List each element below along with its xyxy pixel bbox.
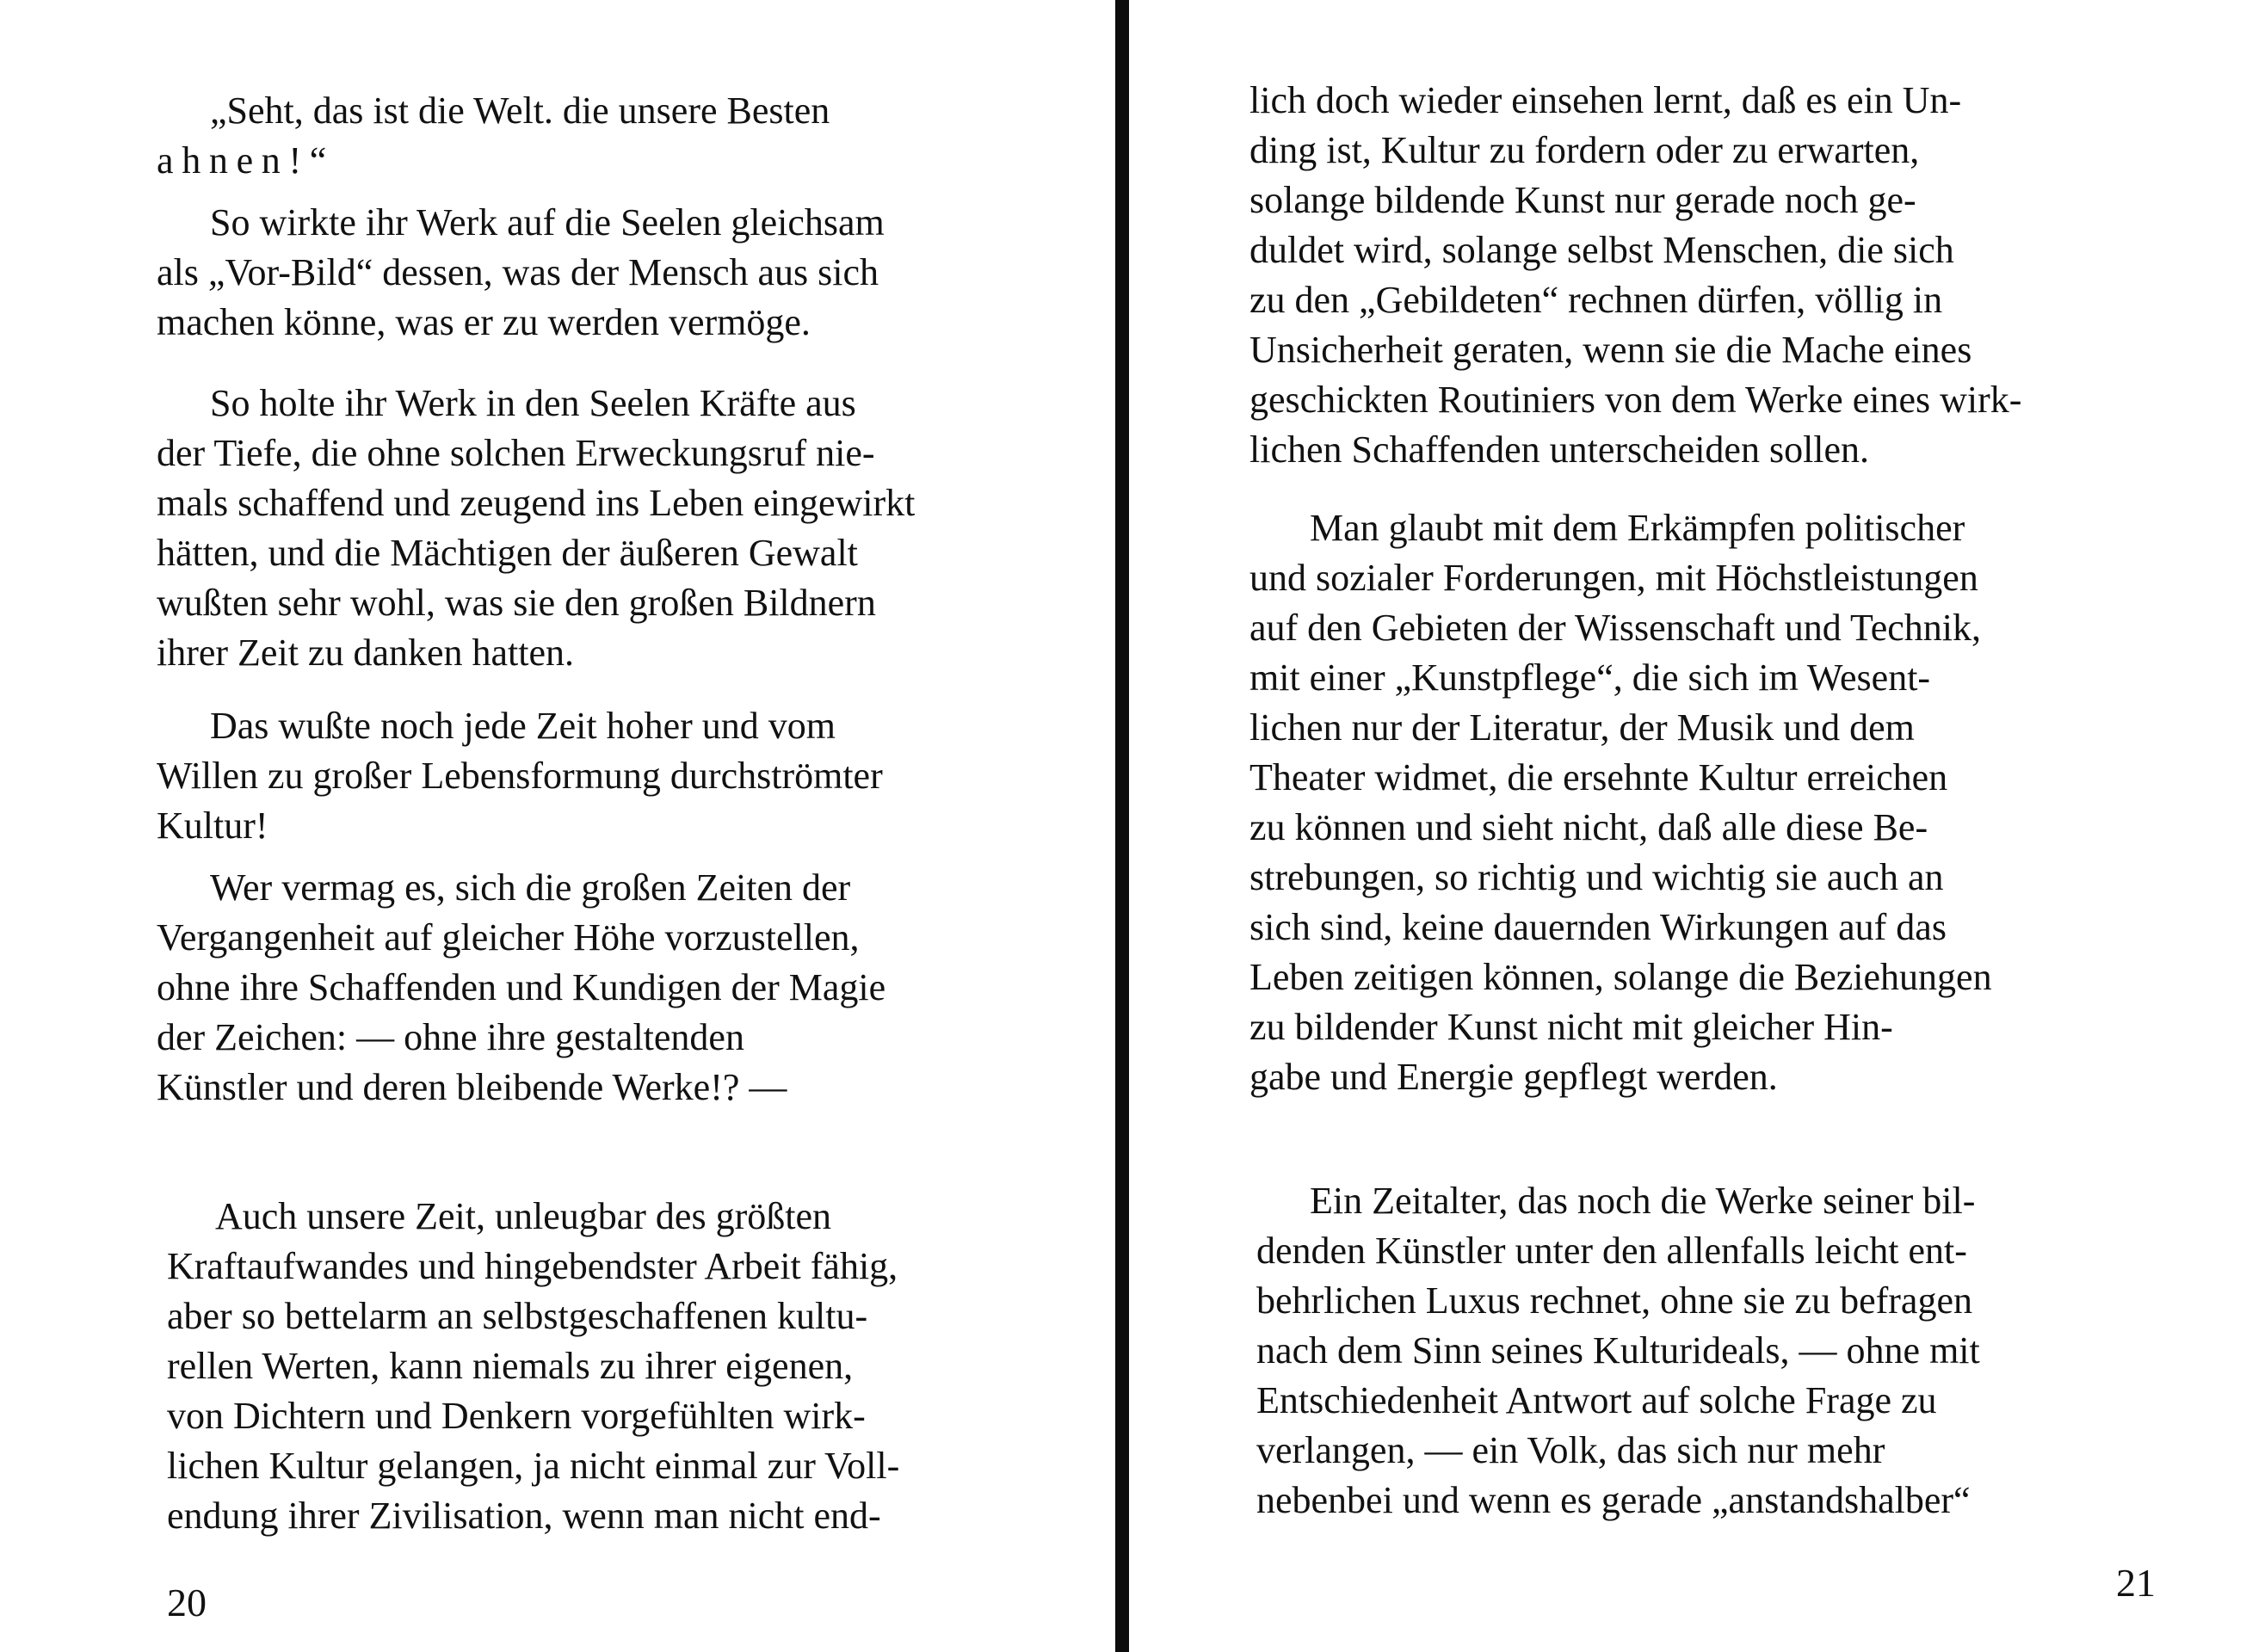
text-line: Ein Zeitalter, das noch die Werke seiner bil- bbox=[1310, 1180, 1976, 1222]
text-line: So holte ihr Werk in den Seelen Kräfte aus bbox=[210, 382, 856, 424]
left-page bbox=[0, 0, 1115, 1652]
text-line: nach dem Sinn seines Kulturideals, — ohne mit bbox=[1256, 1329, 1980, 1372]
text-line: „Seht, das ist die Welt. die unsere Besten bbox=[210, 89, 830, 132]
text-line: So wirkte ihr Werk auf die Seelen gleichsam bbox=[210, 201, 885, 243]
text-line: nebenbei und wenn es gerade „anstandshalber“ bbox=[1256, 1479, 1971, 1521]
text-line: behrlichen Luxus rechnet, ohne sie zu befragen bbox=[1256, 1279, 1972, 1322]
left-paragraph-6 bbox=[167, 1192, 899, 1541]
book-gutter bbox=[1115, 0, 1129, 1652]
text-line: sich sind, keine dauernden Wirkungen auf das bbox=[1249, 906, 1947, 948]
left-paragraph-2 bbox=[157, 198, 885, 348]
text-line: lichen nur der Literatur, der Musik und dem bbox=[1249, 706, 1915, 749]
text-line: denden Künstler unter den allenfalls leicht ent- bbox=[1256, 1230, 1967, 1272]
right-paragraph-2 bbox=[1249, 503, 1992, 1102]
text-line: Kultur! bbox=[157, 804, 268, 847]
text-line: und sozialer Forderungen, mit Höchstleistungen bbox=[1249, 557, 1978, 599]
text-line: zu bildender Kunst nicht mit gleicher Hin- bbox=[1249, 1006, 1893, 1048]
left-paragraph-1 bbox=[157, 86, 1033, 186]
text-line: mals schaffend und zeugend ins Leben eingewirkt bbox=[157, 482, 916, 524]
text-line: rellen Werten, kann niemals zu ihrer eigenen, bbox=[167, 1345, 854, 1387]
text-line: Vergangenheit auf gleicher Höhe vorzustellen, bbox=[157, 916, 860, 959]
text-line: Künstler und deren bleibende Werke!? — bbox=[157, 1066, 787, 1108]
text-line: hätten, und die Mächtigen der äußeren Gewalt bbox=[157, 532, 858, 574]
text-line: wußten sehr wohl, was sie den großen Bildnern bbox=[157, 582, 876, 624]
text-line: endung ihrer Zivilisation, wenn man nicht end- bbox=[167, 1495, 881, 1537]
left-paragraph-4 bbox=[157, 701, 883, 851]
text-line: lichen Kultur gelangen, ja nicht einmal zur Voll- bbox=[167, 1445, 900, 1487]
text-line: Man glaubt mit dem Erkämpfen politischer bbox=[1310, 507, 1965, 549]
left-paragraph-5 bbox=[157, 863, 885, 1113]
text-line: ihrer Zeit zu danken hatten. bbox=[157, 632, 575, 674]
text-line: strebungen, so richtig und wichtig sie auch an bbox=[1249, 856, 1944, 898]
text-line: aber so bettelarm an selbstgeschaffenen kultu- bbox=[167, 1295, 868, 1337]
text-line: lich doch wieder einsehen lernt, daß es ein Un- bbox=[1249, 79, 1962, 121]
text-line: von Dichtern und Denkern vorgefühlten wirk- bbox=[167, 1395, 866, 1437]
left-paragraph-3 bbox=[157, 379, 915, 678]
text-line: Theater widmet, die ersehnte Kultur erreichen bbox=[1249, 756, 1948, 798]
text-line: Leben zeitigen können, solange die Beziehungen bbox=[1249, 956, 1992, 998]
text-line: ohne ihre Schaffenden und Kundigen der Magie bbox=[157, 966, 886, 1008]
text-line: der Tiefe, die ohne solchen Erweckungsruf nie- bbox=[157, 432, 875, 474]
text-line: Willen zu großer Lebensformung durchströmter bbox=[157, 755, 883, 797]
text-line: ahnen!“ bbox=[157, 139, 336, 182]
text-line: als „Vor-Bild“ dessen, was der Mensch aus sich bbox=[157, 251, 879, 293]
text-line: gabe und Energie gepflegt werden. bbox=[1249, 1056, 1778, 1098]
text-line: auf den Gebieten der Wissenschaft und Technik, bbox=[1249, 607, 1982, 649]
text-line: der Zeichen: — ohne ihre gestaltenden bbox=[157, 1016, 744, 1058]
text-line: verlangen, — ein Volk, das sich nur mehr bbox=[1256, 1429, 1885, 1471]
text-line: Unsicherheit geraten, wenn sie die Mache eines bbox=[1249, 329, 1972, 371]
page-number-right: 21 bbox=[2116, 1561, 2156, 1605]
text-line: duldet wird, solange selbst Menschen, die sich bbox=[1249, 229, 1954, 271]
text-line: zu den „Gebildeten“ rechnen dürfen, völlig in bbox=[1249, 279, 1943, 321]
text-line: Wer vermag es, sich die großen Zeiten der bbox=[210, 866, 851, 909]
text-line: Entschiedenheit Antwort auf solche Frage zu bbox=[1256, 1379, 1937, 1421]
text-line: lichen Schaffenden unterscheiden sollen. bbox=[1249, 428, 1870, 471]
text-line: solange bildende Kunst nur gerade noch ge- bbox=[1249, 179, 1916, 221]
text-line: machen könne, was er zu werden vermöge. bbox=[157, 301, 811, 343]
page-number-left: 20 bbox=[167, 1581, 207, 1624]
text-line: geschickten Routiniers von dem Werke eines wirk- bbox=[1249, 379, 2022, 421]
right-paragraph-3 bbox=[1256, 1176, 1980, 1526]
text-line: Kraftaufwandes und hingebendster Arbeit fähig, bbox=[167, 1245, 898, 1287]
text-line: ding ist, Kultur zu fordern oder zu erwarten, bbox=[1249, 129, 1920, 171]
text-line: Auch unsere Zeit, unleugbar des größten bbox=[215, 1195, 831, 1237]
text-line: zu können und sieht nicht, daß alle diese Be- bbox=[1249, 806, 1928, 848]
right-paragraph-1 bbox=[1249, 76, 2021, 475]
right-page bbox=[1129, 0, 2246, 1652]
text-line: mit einer „Kunstpflege“, die sich im Wesent- bbox=[1249, 656, 1931, 699]
text-line: Das wußte noch jede Zeit hoher und vom bbox=[210, 705, 836, 747]
